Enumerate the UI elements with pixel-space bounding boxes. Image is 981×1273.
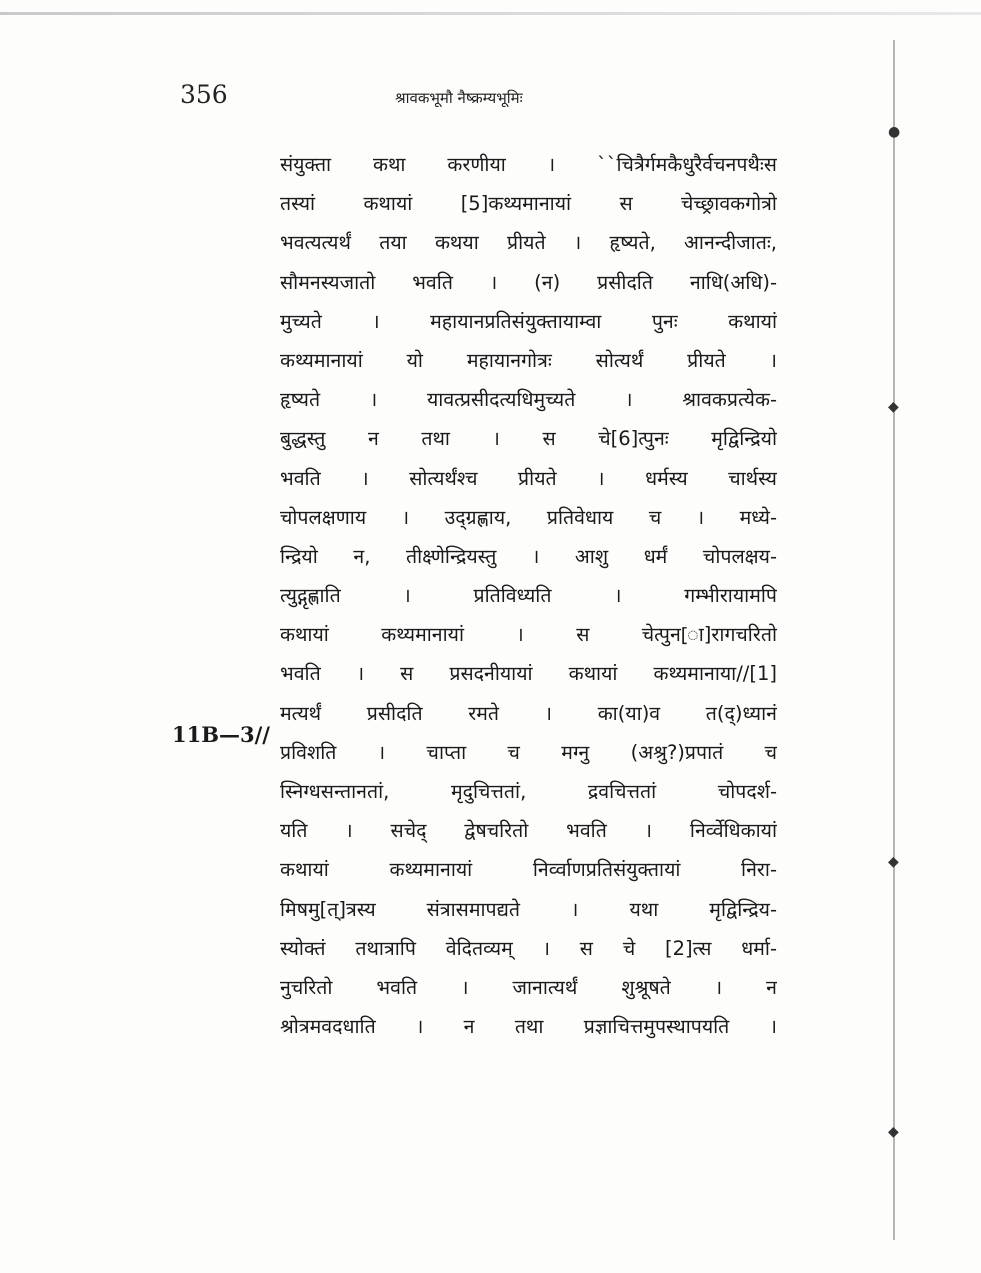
text-line: मिषमु[त्]त्रस्य संत्रासमापद्यते । यथा मृद्विन्द्रिय- xyxy=(280,897,777,921)
margin-folio-note: 11B—3// xyxy=(172,722,270,747)
binding-pin-icon: ◆ xyxy=(888,399,899,415)
text-line: त्युद्गृह्णाति । प्रतिविध्यति । गम्भीरायामपि xyxy=(280,584,777,608)
text-line: संयुक्ता कथा करणीया । ``चित्रैर्गमकैधुरैर्वचनपथैःस xyxy=(280,153,777,176)
text-line: मत्यर्थं प्रसीदति रमते । का(या)व त(द्)ध्यानं xyxy=(280,701,777,725)
text-line: यति । सचेद् द्वेषचरितो भवति । निर्व्वेधिकायां xyxy=(280,819,777,843)
text-line: नुचरितो भवति । जानात्यर्थं शुश्रूषते । न xyxy=(280,975,777,999)
page-number: 356 xyxy=(180,80,228,109)
text-line: मुच्यते । महायानप्रतिसंयुक्तायाम्वा पुनः कथायां xyxy=(280,309,777,333)
text-line: तस्यां कथायां [5]कथ्यमानायां स चेच्छ्रावकगोत्रो xyxy=(280,192,777,216)
text-line: श्रोत्रमवदधाति । न तथा प्रज्ञाचित्तमुपस्थापयति । xyxy=(280,1015,777,1039)
text-line: चोपलक्षणाय । उद्ग्रह्णाय, प्रतिवेधाय च । मध्ये- xyxy=(280,505,777,529)
text-line: न्द्रियो न, तीक्ष्णेन्द्रियस्तु । आशु धर्मं चोपलक्षय- xyxy=(280,544,777,568)
text-line: भवति । सोत्यर्थंश्च प्रीयते । धर्मस्य चार्थस्य xyxy=(280,466,777,490)
top-edge-rule xyxy=(0,12,981,15)
binding-pin-icon: ◆ xyxy=(888,854,899,870)
text-body xyxy=(280,145,777,1046)
text-line: कथायां कथ्यमानायां निर्व्वाणप्रतिसंयुक्तायां निरा- xyxy=(280,858,777,882)
text-line: कथ्यमानायां यो महायानगोत्रः सोत्यर्थं प्रीयते । xyxy=(280,348,777,372)
text-line: भवत्यत्यर्थं तया कथया प्रीयते । हृष्यते, आनन्दीजातः, xyxy=(280,231,777,255)
text-line: स्निग्धसन्तानतां, मृदुचित्ततां, द्रवचित्ततां चोपदर्श- xyxy=(280,780,777,803)
text-line: हृष्यते । यावत्प्रसीदत्यधिमुच्यते । श्रावकप्रत्येक- xyxy=(280,388,777,412)
running-head: श्रावकभूमौ नैष्क्रम्यभूमिः xyxy=(395,89,523,107)
text-line: स्योक्तं तथात्रापि वेदितव्यम् । स चे [2]त्स धर्मा- xyxy=(280,936,777,960)
text-line: प्रविशति । चाप्ता च मग्नु (अश्रु?)प्रपातं च xyxy=(280,740,777,764)
binding-edge-line xyxy=(893,40,895,1240)
text-line: भवति । स प्रसदनीयायां कथायां कथ्यमानाया//[1] xyxy=(280,662,777,686)
text-line: सौमनस्यजातो भवति । (न) प्रसीदति नाधि(अधि)- xyxy=(280,270,777,294)
text-line: बुद्धस्तु न तथा । स चे[6]त्पुनः मृद्विन्द्रियो xyxy=(280,427,777,451)
text-line: कथायां कथ्यमानायां । स चेत्पुन[ा]रागचरितो xyxy=(280,623,777,647)
binding-pin-icon: ◆ xyxy=(888,1124,899,1140)
binding-pin-icon: ● xyxy=(888,124,901,140)
